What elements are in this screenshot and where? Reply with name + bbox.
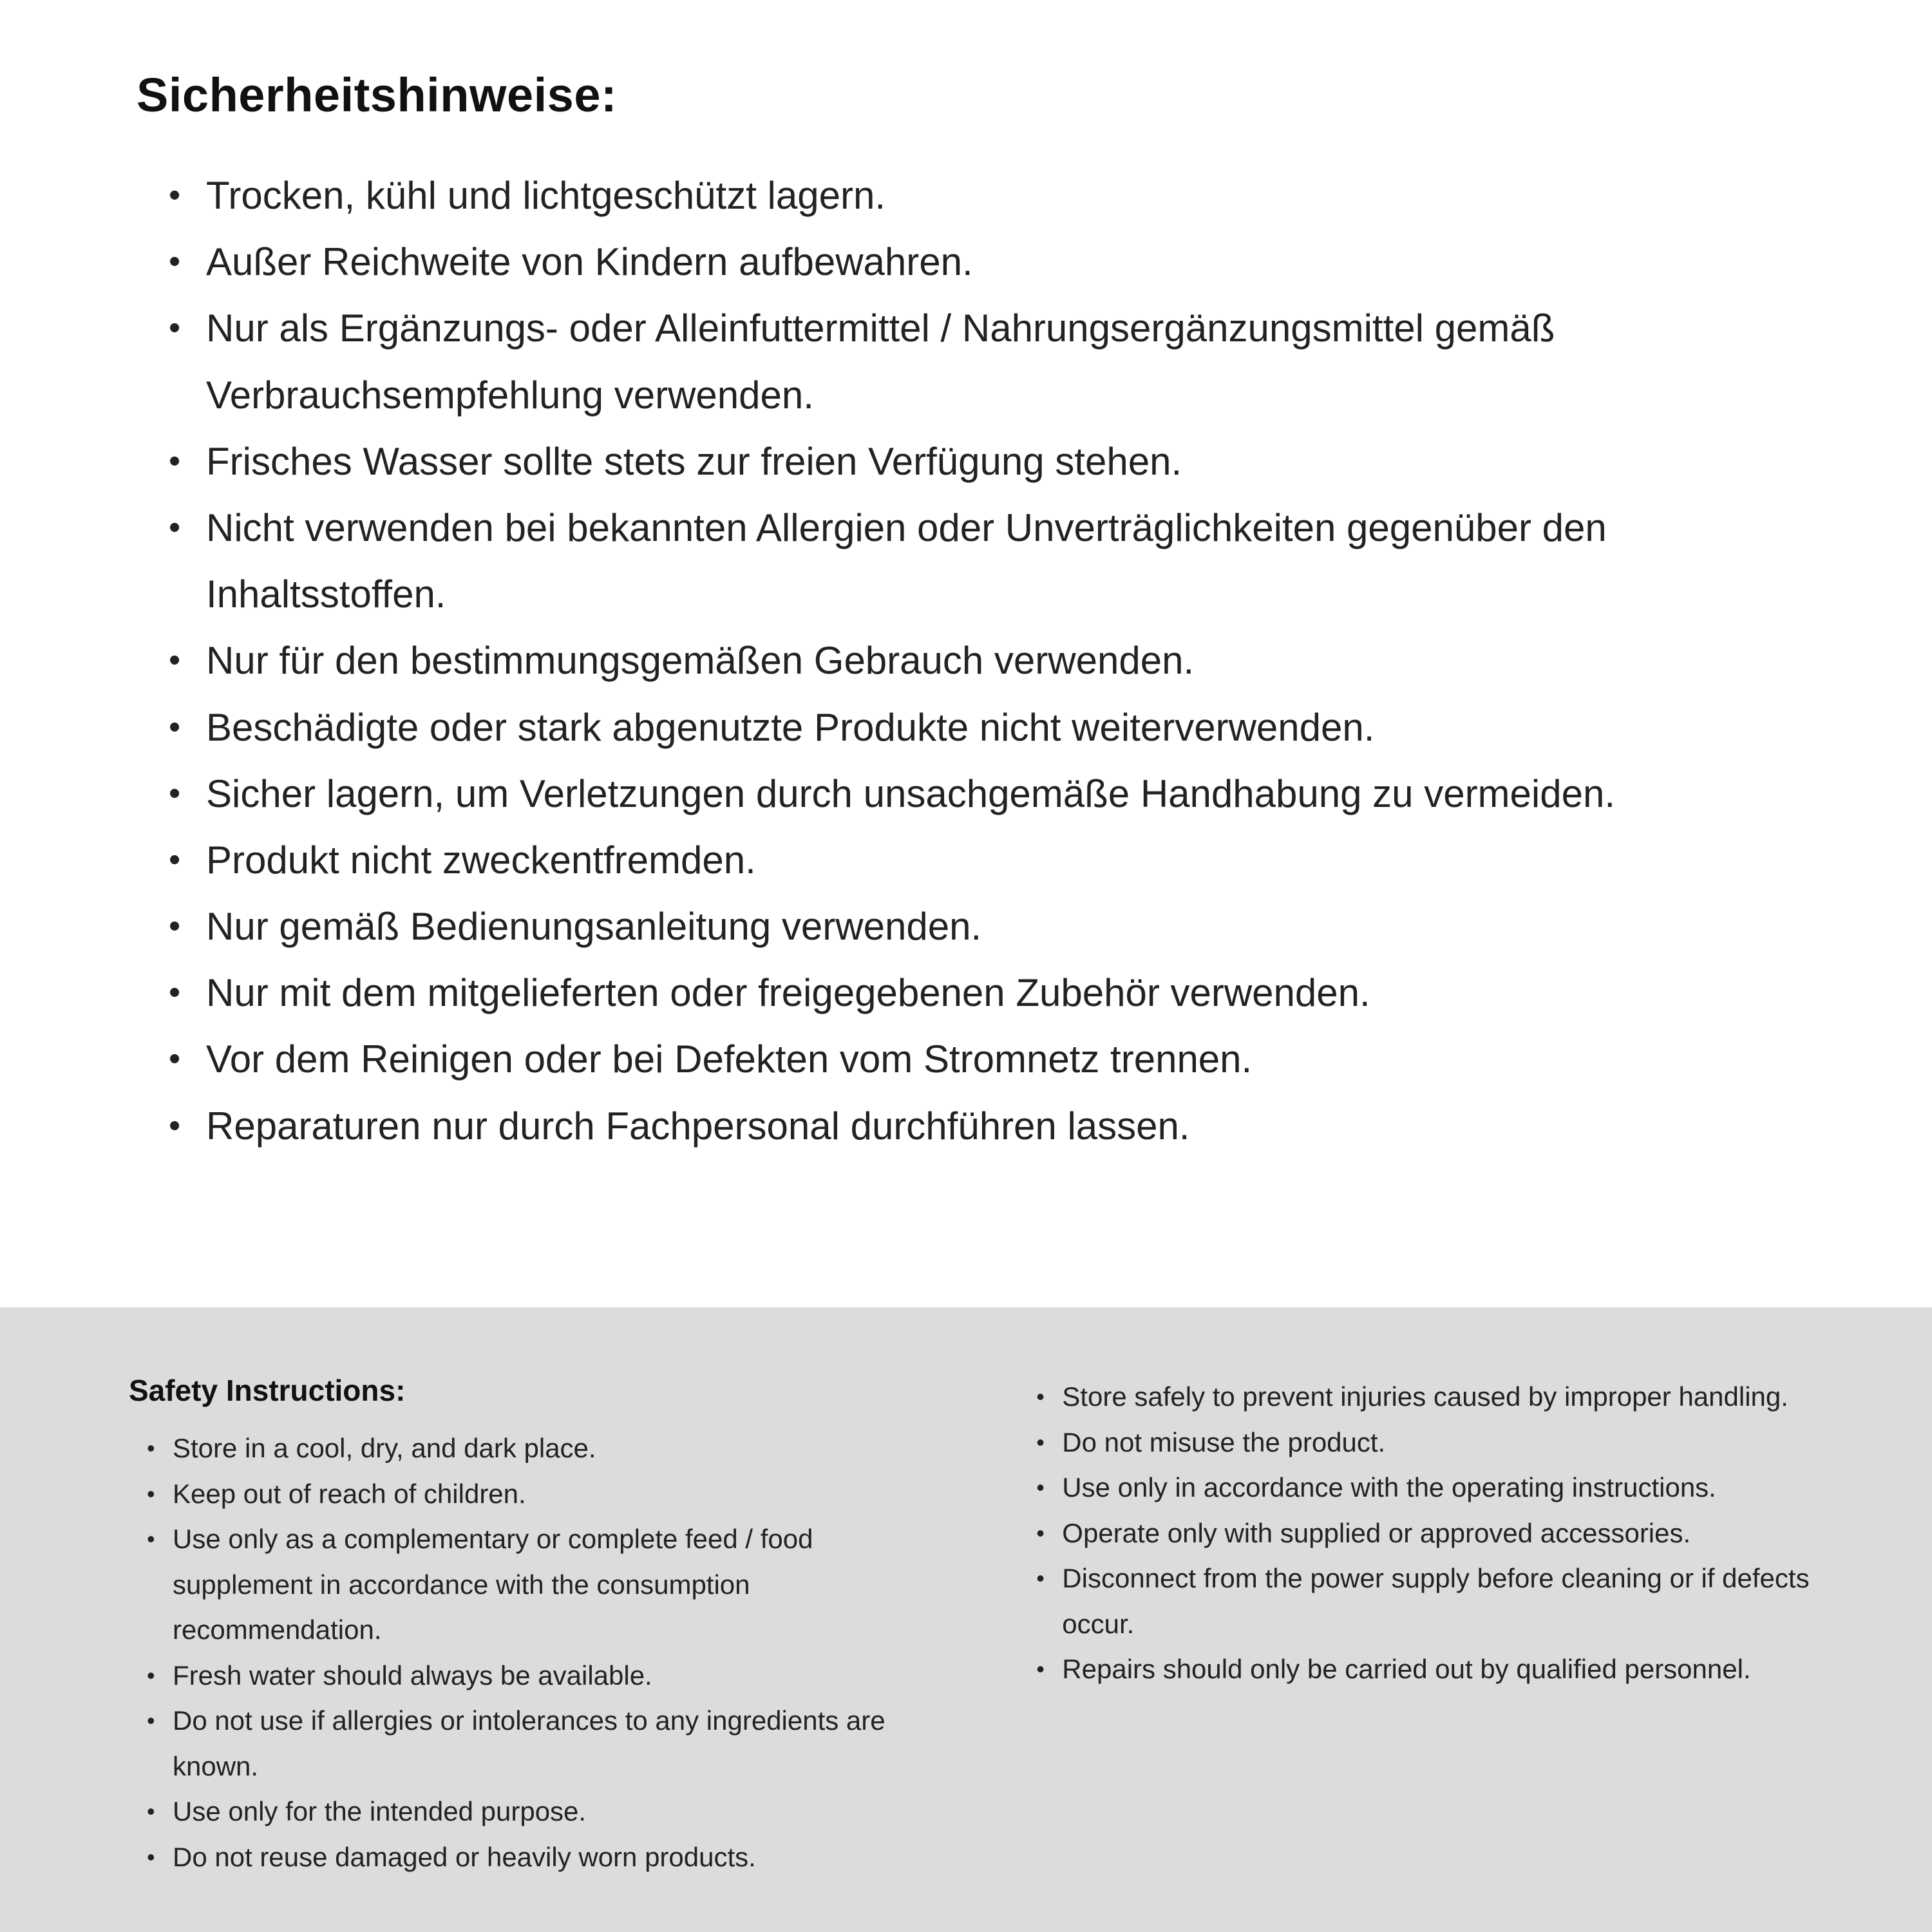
english-safety-item: • Use only for the intended purpose. xyxy=(147,1789,952,1835)
english-right-column xyxy=(1036,1373,1823,1932)
english-safety-item: • Keep out of reach of children. xyxy=(147,1472,952,1517)
english-safety-item: • Repairs should only be carried out by qualified personnel. xyxy=(1036,1647,1823,1692)
german-safety-item: • Nur für den bestimmungsgemäßen Gebrauch verwenden. xyxy=(169,627,1753,694)
german-safety-item: • Vor dem Reinigen oder bei Defekten vom Stromnetz trennen. xyxy=(169,1026,1753,1092)
english-safety-list-right xyxy=(1036,1374,1823,1692)
german-safety-item: • Trocken, kühl und lichtgeschützt lagern. xyxy=(169,162,1753,229)
english-safety-item: • Do not use if allergies or intolerances to any ingredients are known. xyxy=(147,1698,952,1789)
german-safety-item: • Frisches Wasser sollte stets zur freien Verfügung stehen. xyxy=(169,428,1753,495)
german-safety-item: • Nur gemäß Bedienungsanleitung verwenden. xyxy=(169,893,1753,960)
german-safety-item: • Nur als Ergänzungs- oder Alleinfuttermittel / Nahrungsergänzungsmittel gemäß Verbrauchsempfehlung verwenden. xyxy=(169,295,1753,428)
english-safety-item: • Fresh water should always be available. xyxy=(147,1653,952,1699)
german-heading: Sicherheitshinweise: xyxy=(137,68,618,122)
english-safety-item: • Disconnect from the power supply before cleaning or if defects occur. xyxy=(1036,1556,1823,1647)
german-safety-item: • Außer Reichweite von Kindern aufbewahren. xyxy=(169,229,1753,295)
german-safety-item: • Nur mit dem mitgelieferten oder freigegebenen Zubehör verwenden. xyxy=(169,960,1753,1026)
english-safety-item: • Store safely to prevent injuries caused by improper handling. xyxy=(1036,1374,1823,1420)
german-safety-item: • Beschädigte oder stark abgenutzte Produkte nicht weiterverwenden. xyxy=(169,694,1753,761)
english-section xyxy=(0,1307,1932,1932)
german-safety-item: • Reparaturen nur durch Fachpersonal durchführen lassen. xyxy=(169,1093,1753,1159)
german-safety-item: • Produkt nicht zweckentfremden. xyxy=(169,827,1753,893)
german-safety-item: • Sicher lagern, um Verletzungen durch unsachgemäße Handhabung zu vermeiden. xyxy=(169,761,1753,827)
english-safety-item: • Do not misuse the product. xyxy=(1036,1420,1823,1466)
english-left-column xyxy=(129,1373,952,1932)
german-safety-list xyxy=(137,162,1753,1159)
english-safety-item: • Use only in accordance with the operating instructions. xyxy=(1036,1465,1823,1511)
german-safety-item: • Nicht verwenden bei bekannten Allergien oder Unverträglichkeiten gegenüber den Inhaltsstoffen. xyxy=(169,495,1753,627)
english-safety-item: • Use only as a complementary or complete feed / food supplement in accordance with the consumption recommendation. xyxy=(147,1517,952,1653)
english-heading: Safety Instructions: xyxy=(129,1374,406,1407)
english-safety-list-left xyxy=(129,1426,952,1880)
english-safety-item: • Operate only with supplied or approved accessories. xyxy=(1036,1511,1823,1557)
english-safety-item: • Do not reuse damaged or heavily worn products. xyxy=(147,1835,952,1880)
english-safety-item: • Store in a cool, dry, and dark place. xyxy=(147,1426,952,1472)
